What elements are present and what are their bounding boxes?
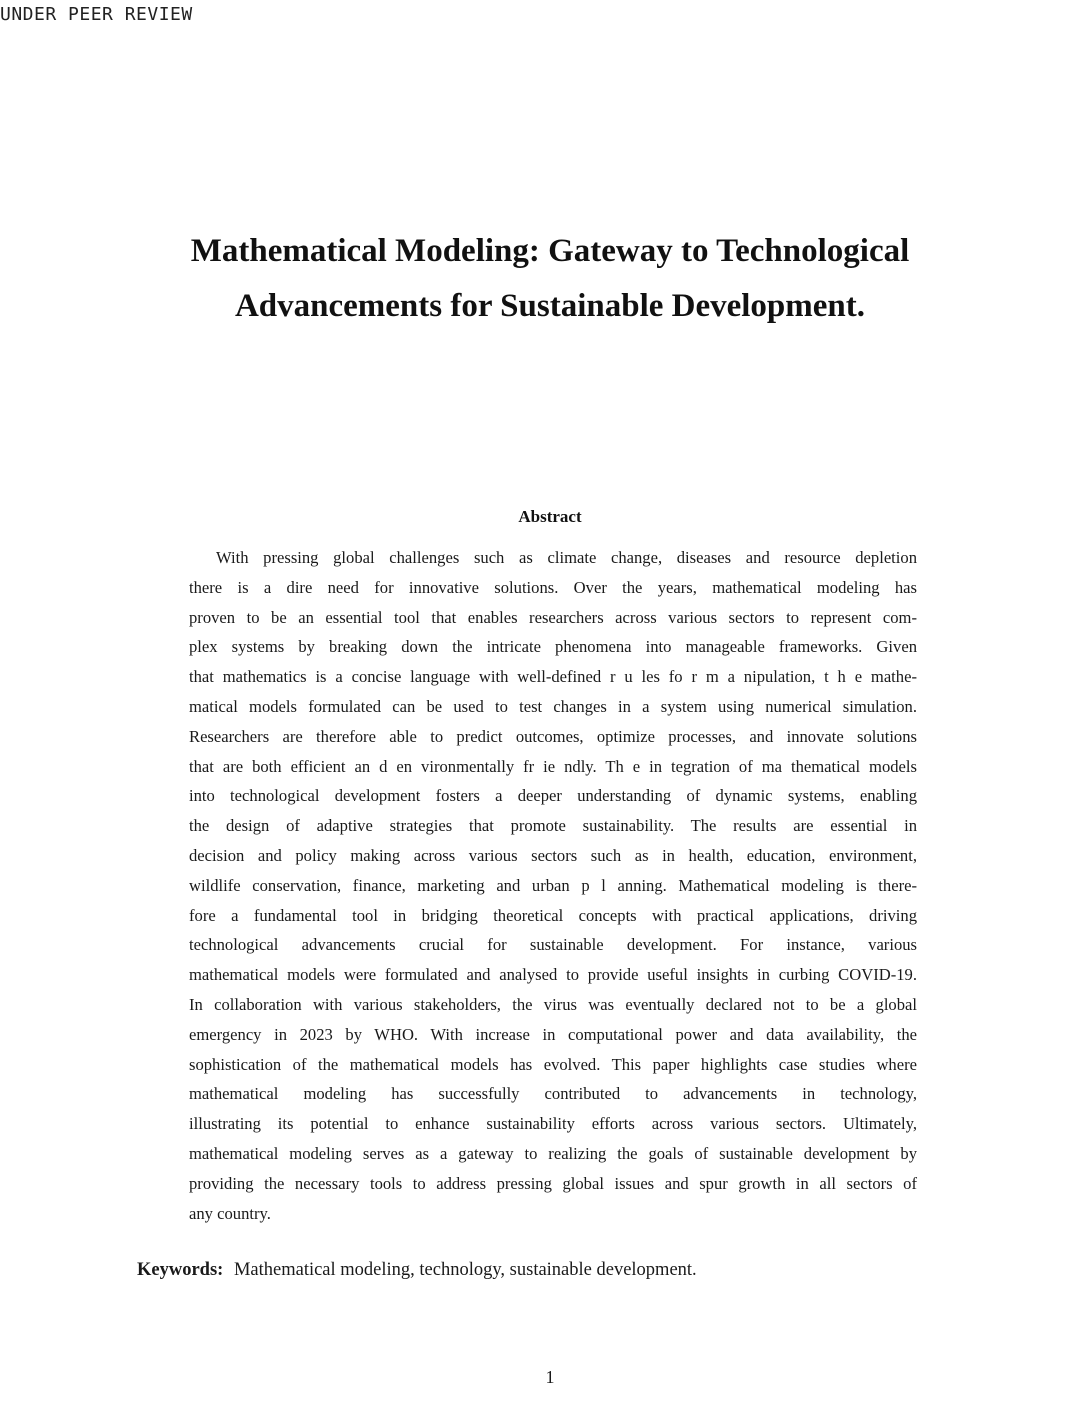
peer-review-watermark: UNDER PEER REVIEW xyxy=(0,4,193,25)
abstract-body xyxy=(189,543,917,1228)
abstract-line: In collaboration with various stakeholders, the virus was eventually declared not to be a global xyxy=(189,994,917,1014)
abstract-line: there is a dire need for innovative solutions. Over the years, mathematical modeling has xyxy=(189,577,917,597)
abstract-line: technological advancements crucial for sustainable development. For instance, various xyxy=(189,935,917,955)
abstract-line: mathematical models were formulated and analysed to provide useful insights in curbing COVID-19. xyxy=(189,965,917,985)
abstract-line: sophistication of the mathematical models has evolved. This paper highlights case studies where xyxy=(189,1054,917,1074)
title-line-1: Mathematical Modeling: Gateway to Technological xyxy=(190,233,910,269)
abstract-line: into technological development fosters a deeper understanding of dynamic systems, enabling xyxy=(189,786,917,806)
keywords xyxy=(137,1260,697,1281)
abstract-line: Researchers are therefore able to predict outcomes, optimize processes, and innovate solutions xyxy=(189,726,917,746)
keywords-label: Keywords: xyxy=(137,1260,224,1280)
abstract-line: With pressing global challenges such as climate change, diseases and resource depletion xyxy=(216,548,917,567)
abstract-line: the design of adaptive strategies that promote sustainability. The results are essential in xyxy=(189,816,917,836)
page-number: 1 xyxy=(545,1367,555,1387)
abstract-line: matical models formulated can be used to test changes in a system using numerical simulation. xyxy=(189,696,917,716)
abstract-heading: Abstract xyxy=(518,507,582,526)
abstract-line: that mathematics is a concise language with well-defined r u les fo r m a nipulation, t h e mathe- xyxy=(189,667,917,687)
abstract-line: proven to be an essential tool that enables researchers across various sectors to represent com- xyxy=(189,607,917,627)
keywords-text: Mathematical modeling, technology, sustainable development. xyxy=(233,1260,697,1280)
abstract-line: plex systems by breaking down the intricate phenomena into manageable frameworks. Given xyxy=(189,637,917,657)
abstract-line: illustrating its potential to enhance sustainability efforts across various sectors. Ultimately, xyxy=(189,1114,917,1134)
title-line-2: Advancements for Sustainable Development. xyxy=(234,288,866,324)
abstract-line: providing the necessary tools to address pressing global issues and spur growth in all sectors of xyxy=(189,1173,917,1193)
paper-title xyxy=(80,224,1020,334)
abstract-line: that are both efficient an d en vironmentally fr ie ndly. Th e in tegration of ma thematical models xyxy=(189,756,917,776)
abstract-line: wildlife conservation, finance, marketing and urban p l anning. Mathematical modeling is there- xyxy=(189,875,917,895)
abstract-line: mathematical modeling has successfully contributed to advancements in technology, xyxy=(189,1084,917,1104)
abstract-line: any country. xyxy=(189,1203,271,1223)
abstract-line: fore a fundamental tool in bridging theoretical concepts with practical applications, driving xyxy=(189,905,917,925)
abstract-line: mathematical modeling serves as a gateway to realizing the goals of sustainable development by xyxy=(189,1143,917,1163)
abstract-line: decision and policy making across various sectors such as in health, education, environment, xyxy=(189,845,917,865)
abstract-line: emergency in 2023 by WHO. With increase in computational power and data availability, the xyxy=(189,1024,917,1044)
